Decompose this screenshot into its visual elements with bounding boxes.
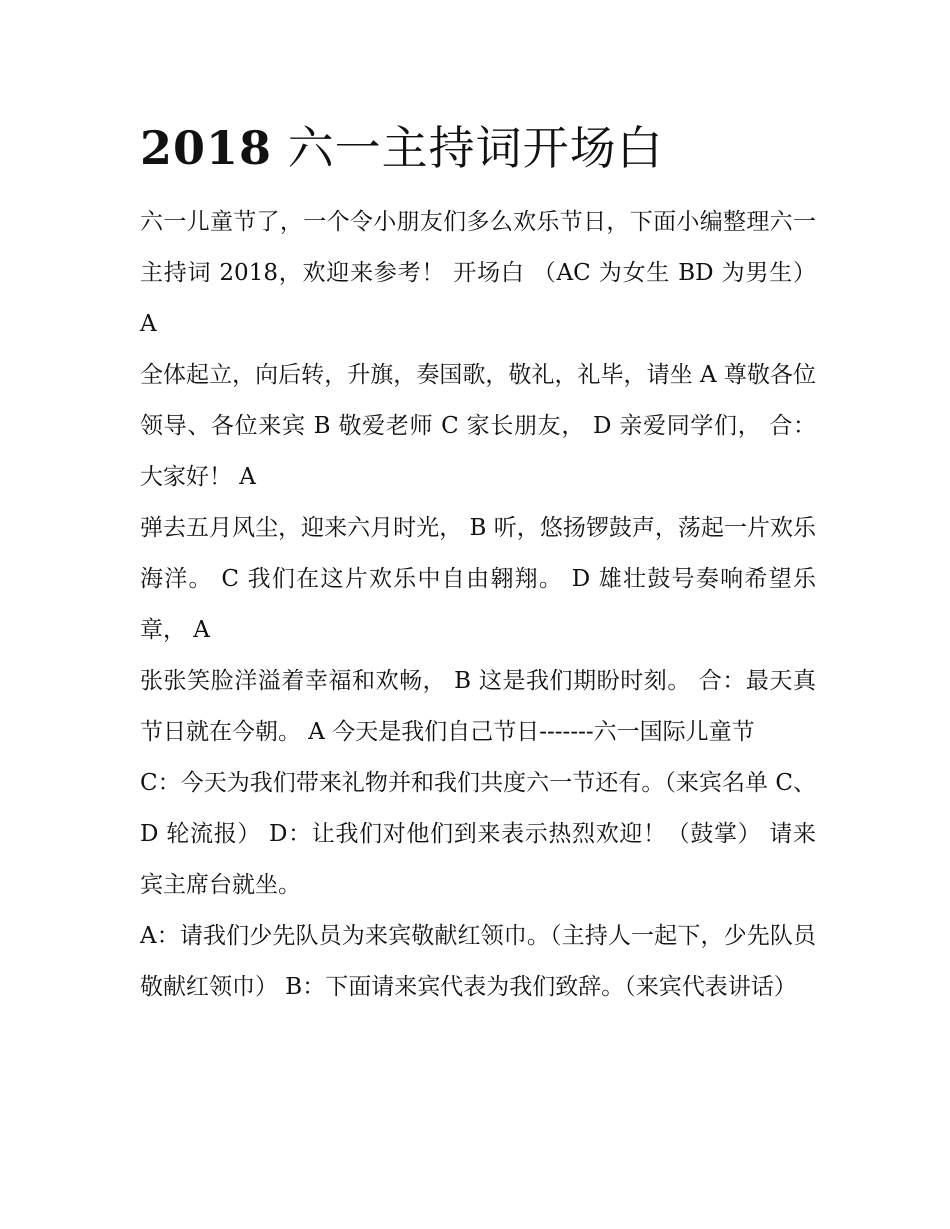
- paragraph-opening-ceremony: 全体起立，向后转，升旗，奏国歌，敬礼，礼毕，请坐 A 尊敬各位领导、各位来宾 B 敬爱老师 C 家长朋友， D 亲爱同学们， 合：大家好！ A: [140, 362, 816, 490]
- paragraph-intro: 六一儿童节了，一个令小朋友们多么欢乐节日，下面小编整理六一主持词 2018，欢迎来参考！ 开场白 （AC 为女生 BD 为男生） A: [140, 209, 816, 337]
- document-body: [140, 197, 816, 1013]
- paragraph-guests: C：今天为我们带来礼物并和我们共度六一节还有。（来宾名单 C、D 轮流报） D：让我们对他们到来表示热烈欢迎！（鼓掌） 请来宾主席台就坐。: [140, 770, 816, 898]
- paragraph-festival: 张张笑脸洋溢着幸福和欢畅， B 这是我们期盼时刻。 合：最天真节日就在今朝。 A 今天是我们自己节日-------六一国际儿童节: [140, 668, 816, 745]
- title-year: 2018: [140, 121, 273, 175]
- title-text: 六一主持词开场白: [272, 121, 664, 175]
- document-title: [140, 118, 664, 178]
- paragraph-june-welcome: 弹去五月风尘，迎来六月时光， B 听，悠扬锣鼓声，荡起一片欢乐海洋。 C 我们在这片欢乐中自由翱翔。 D 雄壮鼓号奏响希望乐章， A: [140, 515, 816, 643]
- paragraph-red-scarf: A：请我们少先队员为来宾敬献红领巾。（主持人一起下，少先队员敬献红领巾） B：下面请来宾代表为我们致辞。（来宾代表讲话）: [140, 923, 816, 1000]
